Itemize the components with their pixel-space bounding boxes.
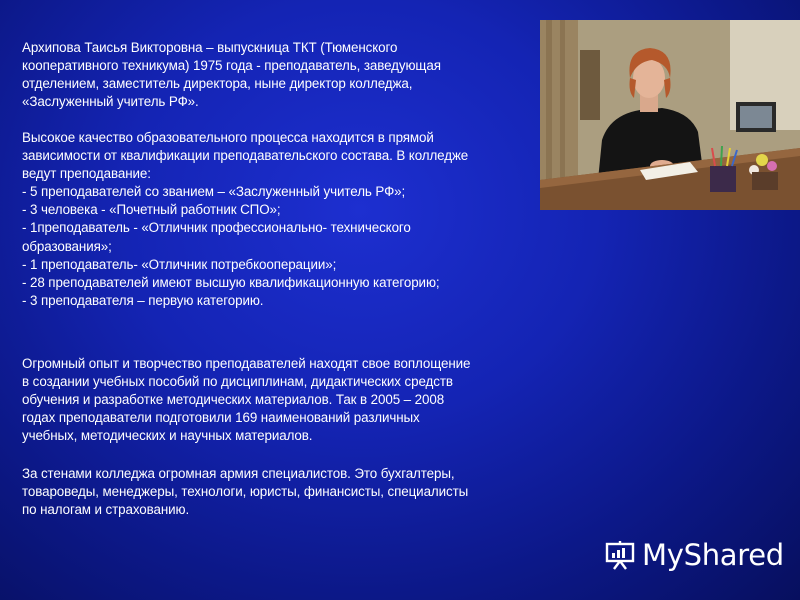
text-line: обучения и разработке методических материалов. Так в 2005 – 2008 xyxy=(22,392,445,408)
watermark-text: MyShared xyxy=(642,538,784,572)
text-line: За стенами колледжа огромная армия специалистов. Это бухгалтеры, xyxy=(22,466,455,481)
list-item: - 1преподаватель - «Отличник профессионально- технического xyxy=(22,220,411,236)
list-item: - 5 преподавателей со званием – «Заслуженный учитель РФ»; xyxy=(22,184,406,200)
staff-qualification-paragraph xyxy=(22,129,468,310)
text-line: годах преподаватели подготовили 169 наименований различных xyxy=(22,410,420,426)
list-item: - 3 преподавателя – первую категорию. xyxy=(22,292,264,308)
myshared-watermark xyxy=(604,538,784,572)
text-line: зависимости от квалификации преподавательского состава. В колледже xyxy=(22,148,469,164)
presentation-board-icon xyxy=(604,539,636,571)
director-bio-paragraph xyxy=(22,39,441,111)
specialists-paragraph xyxy=(22,465,468,519)
list-item: - 1 преподаватель- «Отличник потребкооперации»; xyxy=(22,256,337,272)
text-line: учебных, методических и научных материалов. xyxy=(22,428,313,444)
text-line: Высокое качество образовательного процесса находится в прямой xyxy=(22,130,434,145)
text-line: Огромный опыт и творчество преподавателей находят свое воплощение xyxy=(22,356,471,371)
text-line: отделением, заместитель директора, ныне директор колледжа, xyxy=(22,76,413,92)
list-item: - 28 преподавателей имеют высшую квалификационную категорию; xyxy=(22,274,440,290)
text-line: в создании учебных пособий по дисциплинам, дидактических средств xyxy=(22,374,453,390)
director-photo xyxy=(540,20,800,210)
text-line: по налогам и страхованию. xyxy=(22,502,190,518)
teaching-materials-paragraph xyxy=(22,355,470,445)
text-line: ведут преподавание: xyxy=(22,166,151,182)
text-line: товароведы, менеджеры, технологи, юристы, финансисты, специалисты xyxy=(22,484,469,500)
text-line: кооперативного техникума) 1975 года - преподаватель, заведующая xyxy=(22,58,441,74)
text-line: Архипова Таисья Викторовна – выпускница ТКТ (Тюменского xyxy=(22,40,398,55)
list-item: - 3 человека - «Почетный работник СПО»; xyxy=(22,202,281,218)
director-photo-illustration xyxy=(540,20,800,210)
list-item: образования»; xyxy=(22,238,112,254)
text-line: «Заслуженный учитель РФ». xyxy=(22,94,199,110)
